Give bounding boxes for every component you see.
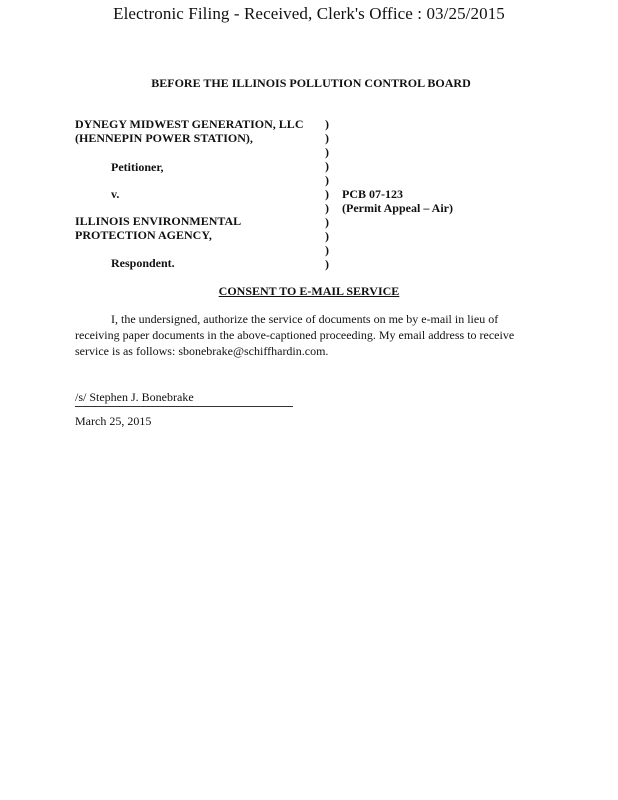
paren-mark: ) — [325, 159, 329, 173]
board-title: BEFORE THE ILLINOIS POLLUTION CONTROL BOARD — [151, 76, 471, 90]
filing-stamp: Electronic Filing - Received, Clerk's Office : 03/25/2015 — [113, 4, 505, 23]
petitioner-role: Petitioner, — [111, 160, 164, 174]
paren-mark: ) — [325, 257, 329, 271]
signature-line: /s/ Stephen J. Bonebrake — [75, 390, 293, 407]
consent-title: CONSENT TO E-MAIL SERVICE — [218, 284, 400, 298]
paren-mark: ) — [325, 201, 329, 215]
consent-paragraph — [75, 311, 530, 359]
caption-parentheses — [322, 117, 332, 271]
paren-mark: ) — [325, 173, 329, 187]
versus: v. — [111, 187, 120, 201]
case-number: PCB 07-123 — [342, 187, 403, 201]
petitioner-name-line2: (HENNEPIN POWER STATION), — [75, 131, 253, 145]
respondent-name-line1: ILLINOIS ENVIRONMENTAL — [75, 214, 242, 228]
paren-mark: ) — [325, 145, 329, 159]
respondent-name-line2: PROTECTION AGENCY, — [75, 228, 212, 242]
paren-mark: ) — [325, 131, 329, 145]
consent-line: I, the undersigned, authorize the service of documents on me by e-mail in lieu of — [111, 312, 499, 326]
paren-mark: ) — [325, 215, 329, 229]
paren-mark: ) — [325, 243, 329, 257]
paren-mark: ) — [325, 229, 329, 243]
consent-line: receiving paper documents in the above-captioned proceeding. My email address to receive — [75, 328, 515, 342]
petitioner-name-line1: DYNEGY MIDWEST GENERATION, LLC — [75, 117, 304, 131]
case-type: (Permit Appeal – Air) — [342, 201, 453, 215]
paren-mark: ) — [325, 117, 329, 131]
consent-line: service is as follows: sbonebrake@schiffhardin.com. — [75, 344, 329, 358]
respondent-role: Respondent. — [111, 256, 175, 270]
signature-date: March 25, 2015 — [75, 414, 152, 428]
paren-mark: ) — [325, 187, 329, 201]
